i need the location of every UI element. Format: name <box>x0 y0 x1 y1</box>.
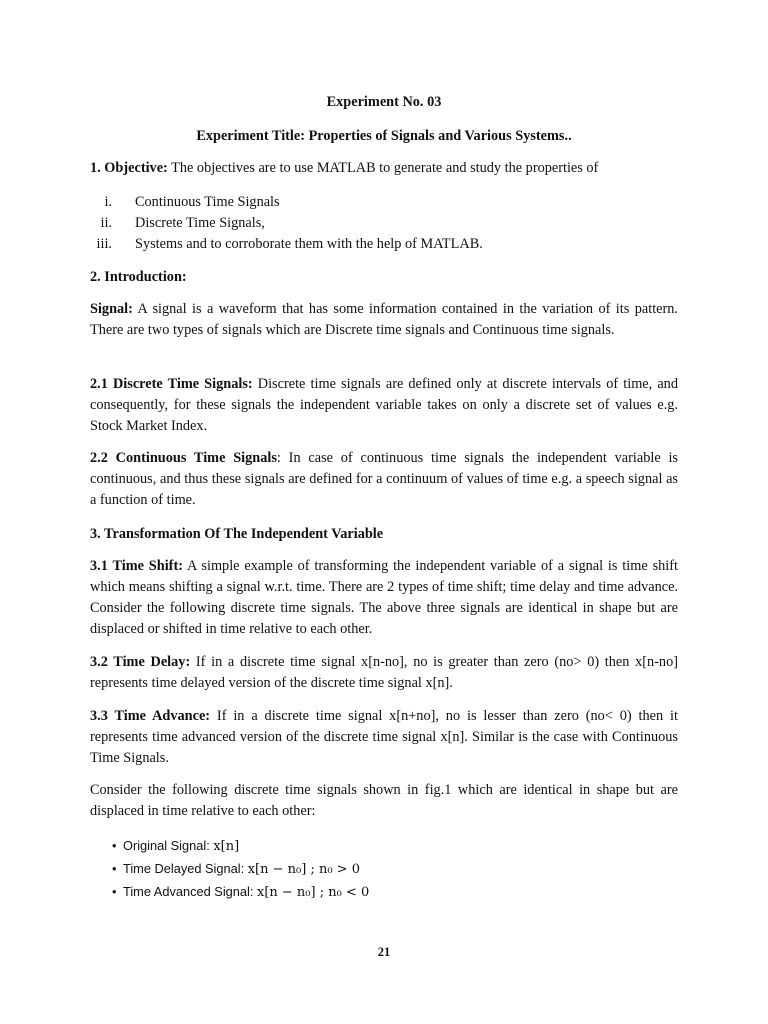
time-delay-paragraph <box>90 652 678 694</box>
item-number: i. <box>104 194 112 210</box>
discrete-time-paragraph <box>90 374 678 437</box>
item-text: Discrete Time Signals, <box>135 215 265 231</box>
time-advance-paragraph <box>90 706 678 769</box>
signal-bullet-list <box>112 835 512 905</box>
delay-label: 3.2 Time Delay: <box>90 654 191 670</box>
bullet-glyph: • <box>112 861 117 876</box>
objective-item-3 <box>90 234 690 255</box>
bullet-glyph: • <box>112 884 117 899</box>
bullet-math: x[n] <box>213 839 240 854</box>
delay-text: If in a discrete time signal x[n-no], no is greater than zero (no> 0) then x[n-no] represents time delayed version of the discrete time signal x[n]. <box>90 654 678 691</box>
item-text: Systems and to corroborate them with the help of MATLAB. <box>135 236 483 252</box>
signal-paragraph <box>90 299 678 341</box>
bullet-advanced <box>112 881 369 903</box>
bullet-math: x[n − n₀] ; n₀ > 0 <box>247 862 360 877</box>
bullet-label: Time Advanced Signal: <box>123 884 254 899</box>
bullet-original <box>112 835 239 857</box>
bullet-label: Time Delayed Signal: <box>123 861 245 876</box>
objective-paragraph <box>90 158 678 179</box>
advance-label: 3.3 Time Advance: <box>90 708 211 724</box>
objective-heading: 1. Objective: <box>90 160 168 176</box>
time-shift-paragraph <box>90 556 678 640</box>
signal-text: A signal is a waveform that has some information contained in the variation of its pattern. There are two types of signals which are Discrete time signals and Continuous time signals. <box>90 301 678 338</box>
bullet-label: Original Signal: <box>123 838 210 853</box>
bullet-math: x[n − n₀] ; n₀ < 0 <box>256 885 370 900</box>
dts-label: 2.1 Discrete Time Signals: <box>90 376 253 392</box>
experiment-number: Experiment No. 03 <box>326 94 442 110</box>
signal-label: Signal: <box>90 301 133 317</box>
shift-text: A simple example of transforming the independent variable of a signal is time shift which means shifting a signal w.r.t. time. There are 2 types of time shift; time delay and time advance. Consider the following discrete time signals. The above three signals are identical in shape but are displaced or shifted in time relative to each other. <box>90 558 678 637</box>
cts-label: 2.2 Continuous Time Signals <box>90 450 277 466</box>
transformation-heading: 3. Transformation Of The Independent Variable <box>90 526 384 542</box>
cts-text: : In case of continuous time signals the independent variable is continuous, and thus these signals are defined for a continuum of values of time e.g. a speech signal as a function of time. <box>90 450 678 508</box>
item-text: Continuous Time Signals <box>135 194 280 210</box>
advance-text: If in a discrete time signal x[n+no], no is lesser than zero (no< 0) then it represents time advanced version of the discrete time signal x[n]. Similar is the case with Continuous Time Signals. <box>90 708 678 766</box>
page-number: 21 <box>377 945 391 959</box>
bullet-glyph: • <box>112 838 117 853</box>
objective-text: The objectives are to use MATLAB to generate and study the properties of <box>167 160 599 176</box>
consider-paragraph: Consider the following discrete time signals shown in fig.1 which are identical in shape but are displaced in time relative to each other: <box>90 782 678 819</box>
bullet-delayed <box>112 858 360 880</box>
item-number: iii. <box>96 236 112 252</box>
continuous-time-paragraph <box>90 448 678 511</box>
introduction-heading: 2. Introduction: <box>90 269 187 285</box>
objective-item-1 <box>90 192 690 213</box>
dts-text: Discrete time signals are defined only at discrete intervals of time, and consequently, for these signals the independent variable takes on only a discrete set of values e.g. Stock Market Index. <box>90 376 678 434</box>
experiment-title: Experiment Title: Properties of Signals and Various Systems.. <box>196 128 572 144</box>
item-number: ii. <box>100 215 112 231</box>
objective-item-2 <box>90 213 690 234</box>
shift-label: 3.1 Time Shift: <box>90 558 183 574</box>
